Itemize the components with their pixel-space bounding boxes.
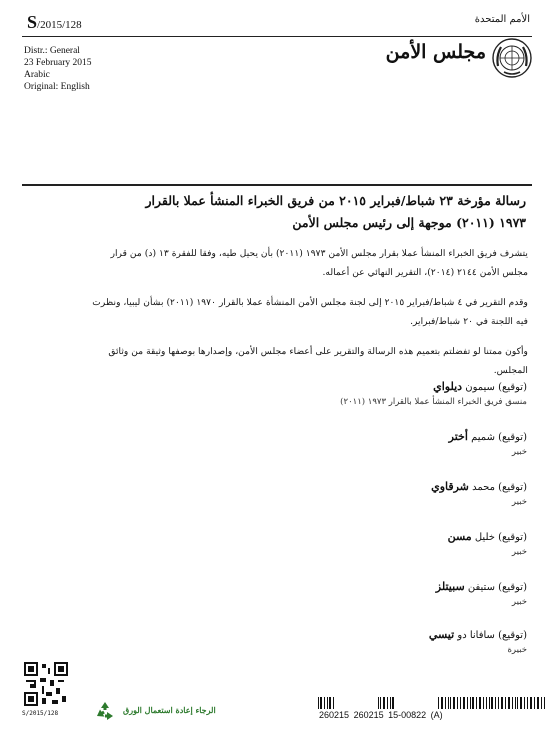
body-paragraph-3: وأكون ممتنا لو تفضلتم بتعميم هذه الرسالة والتقرير على أعضاء مجلس الأمن، وإصدارها بوصفها وثيقة من وثائق المجلس. xyxy=(108,346,528,376)
signature-block xyxy=(87,430,527,459)
signature-block xyxy=(87,480,527,509)
barcode-icon xyxy=(318,697,546,709)
signature-block xyxy=(87,530,527,559)
signature-role: خبير xyxy=(511,547,527,557)
title-rule xyxy=(22,184,532,186)
signature-name: مسن xyxy=(447,530,472,543)
signature-prefix: (توقيع) خليل xyxy=(474,532,527,543)
title-line-2: ١٩٧٣ (٢٠١١) موجهة إلى رئيس مجلس الأمن xyxy=(292,215,526,230)
original-line: Original: English xyxy=(24,82,90,92)
signature-block xyxy=(87,580,527,609)
signature-line xyxy=(87,530,527,545)
symbol-letter: S xyxy=(27,12,38,32)
footer-code-2: 260215 xyxy=(353,710,384,720)
un-emblem-icon xyxy=(492,38,532,78)
signature-prefix: (توقيع) ستيفن xyxy=(467,582,527,593)
qr-code-icon xyxy=(24,662,68,706)
signature-line xyxy=(87,480,527,495)
recycle-icon xyxy=(93,699,117,723)
signature-line xyxy=(87,628,527,643)
footer-symbol: S/2015/128 xyxy=(22,710,59,717)
signature-role: منسق فريق الخبراء المنشأ عملا بالقرار ١٩٧٣ (٢٠١١) xyxy=(340,397,527,407)
signature-line xyxy=(87,380,527,395)
signature-block xyxy=(87,628,527,657)
signature-name: شرقاوي xyxy=(431,480,469,493)
distr-line: Distr.: General xyxy=(24,46,80,56)
signature-name: سبيتلز xyxy=(435,580,465,593)
organization-name: الأمم المتحدة xyxy=(474,14,530,25)
recycle-message: الرجاء إعادة استعمال الورق xyxy=(123,705,216,715)
council-name: مجلس الأمن xyxy=(385,41,486,63)
document-title xyxy=(56,190,526,234)
document-symbol xyxy=(27,12,82,33)
signature-name: أختر xyxy=(448,430,468,443)
signature-prefix: (توقيع) سيمون xyxy=(465,382,527,393)
signature-prefix: (توقيع) محمد xyxy=(472,482,527,493)
footer-doc-number: 15-00822 (A) xyxy=(388,710,443,720)
body-paragraph-1: يتشرف فريق الخبراء المنشأ عملا بقرار مجلس الأمن ١٩٧٣ (٢٠١١) بأن يحيل طيه، وفقا للفقرة ١٣ (د) من قرار مجلس الأمن ٢١٤٤ (٢٠١٤)، التقرير النهائي عن أعماله. xyxy=(110,248,528,278)
signature-line xyxy=(87,580,527,595)
distribution-block xyxy=(24,45,92,93)
symbol-rest: /2015/128 xyxy=(37,19,82,31)
header-rule xyxy=(22,36,532,37)
signature-role: خبيرة xyxy=(507,645,527,655)
signature-line xyxy=(87,430,527,445)
signature-role: خبير xyxy=(511,597,527,607)
signature-name: تيسي xyxy=(428,628,455,641)
date-line: 23 February 2015 xyxy=(24,58,92,68)
signature-block xyxy=(87,380,527,409)
signature-name: ديلواي xyxy=(433,380,463,393)
signature-prefix: (توقيع) سافانا دو xyxy=(457,630,527,641)
signature-role: خبير xyxy=(511,447,527,457)
language-line: Arabic xyxy=(24,70,50,80)
body-paragraph-2: وقدم التقرير في ٤ شباط/فبراير ٢٠١٥ إلى لجنة مجلس الأمن المنشأة عملا بالقرار ١٩٧٠ (٢٠١١) بشأن ليبيا، ونظرت فيه اللجنة في ٢٠ شباط/فبراير. xyxy=(92,297,528,327)
signature-role: خبير xyxy=(511,497,527,507)
footer-codes xyxy=(319,710,443,720)
title-line-1: رسالة مؤرخة ٢٣ شباط/فبراير ٢٠١٥ من فريق الخبراء المنشأ عملا بالقرار xyxy=(145,193,526,208)
footer-code-1: 260215 xyxy=(319,710,350,720)
signature-prefix: (توقيع) شميم xyxy=(471,432,527,443)
